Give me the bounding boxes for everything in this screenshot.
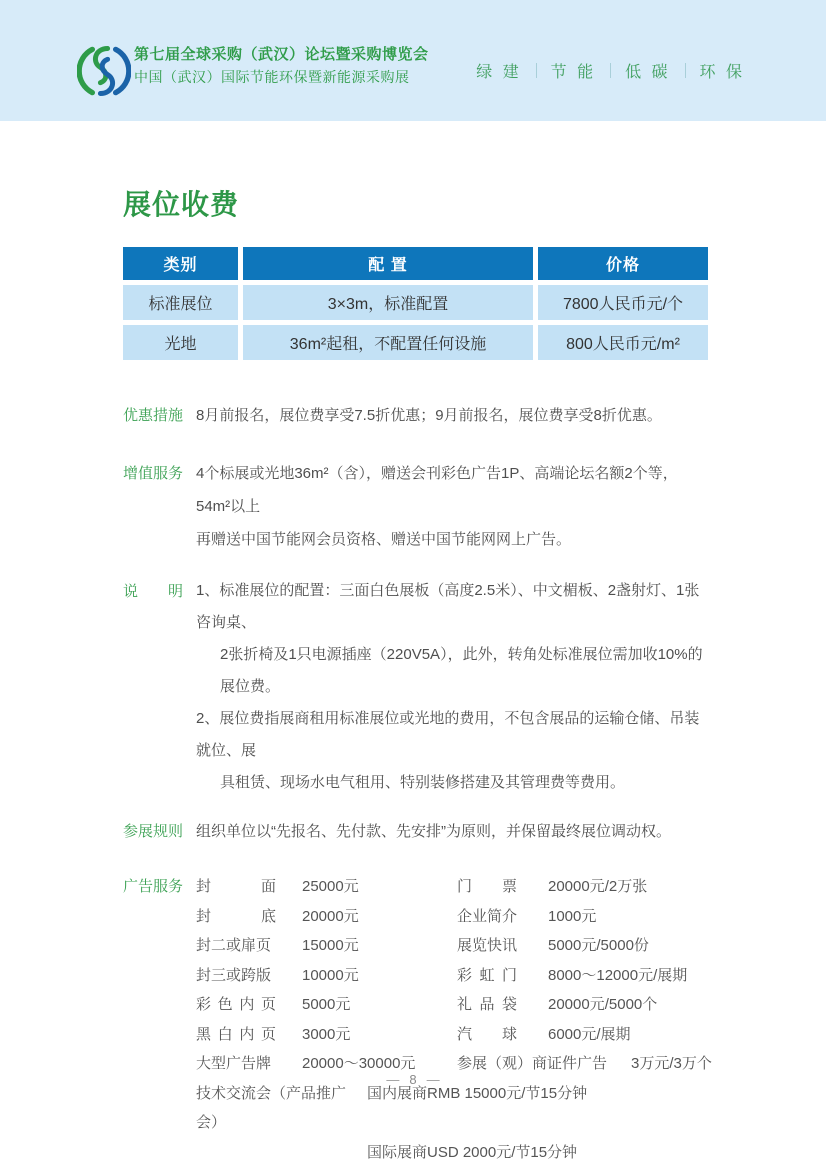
- col-header-configuration: 配 置: [243, 247, 533, 280]
- section-rules-label: 参展规则: [123, 823, 184, 840]
- section-value-added: [123, 457, 708, 556]
- cell-standard-booth-type: 标准展位: [123, 285, 238, 320]
- ad-price: 3万元/3万个: [631, 1055, 712, 1072]
- ad-item-expo-news: 展览快讯: [457, 937, 518, 954]
- cell-raw-space-config: 36m²起租，不配置任何设施: [243, 325, 533, 360]
- ad-item-balloon: 汽球: [457, 1025, 517, 1043]
- ad-price-row: [196, 990, 708, 1020]
- ad-price: 20000元/5000个: [548, 996, 658, 1013]
- nav-divider: [536, 63, 537, 78]
- section-notes-body: [196, 575, 708, 799]
- section-discount-label: 优惠措施: [123, 407, 184, 424]
- page-title: 展位收费: [123, 189, 240, 220]
- cell-standard-booth-config: 3×3m，标准配置: [243, 285, 533, 320]
- page-header: [0, 0, 826, 121]
- info-sections: [123, 399, 712, 1167]
- ad-item-inside-back: 封三或跨版: [196, 966, 272, 984]
- discount-line: 8月前报名，展位费享受7.5折优惠；9月前报名，展位费享受8折优惠。: [196, 407, 662, 424]
- section-discount-body: [196, 399, 708, 432]
- nav-item-energy-saving: 节 能: [550, 64, 597, 81]
- ad-price-row: [196, 931, 708, 961]
- ad-price: 5000元/5000份: [548, 937, 649, 954]
- booth-fee-table: [123, 247, 708, 360]
- ad-price: 3000元: [302, 1025, 351, 1043]
- ad-item-cover: 封面: [196, 878, 276, 895]
- expo-subtitle: 中国（武汉）国际节能环保暨新能源采购展: [134, 69, 410, 85]
- ad-price: 15000元: [302, 937, 359, 954]
- col-header-price: 价格: [538, 247, 708, 280]
- ad-price-domestic: 国内展商RMB 15000元/节15分钟: [367, 1084, 588, 1102]
- nav-item-green-building: 绿 建: [476, 64, 522, 81]
- ad-price: 8000～12000元/展期: [548, 966, 688, 984]
- footer-dash: —: [386, 1072, 400, 1087]
- ad-tech-row: [196, 1138, 708, 1168]
- ad-price: 20000～30000元: [302, 1055, 416, 1072]
- ad-price-international: 国际展商USD 2000元/节15分钟: [367, 1143, 578, 1161]
- ad-item-badge-ad: 参展（观）商证件广告: [457, 1055, 608, 1072]
- note-item-1-line-2: 2张折椅及1只电源插座（220V5A），此外，转角处标准展位需加收10%的展位费。: [220, 646, 703, 695]
- nav-divider: [610, 63, 611, 78]
- ad-price-row: [196, 872, 708, 902]
- value-added-line: 再赠送中国节能网会员资格、赠送中国节能网网上广告。: [196, 531, 572, 548]
- ad-price-row: [196, 961, 708, 991]
- section-value-added-label: 增值服务: [123, 465, 184, 482]
- section-rules: [123, 815, 708, 848]
- cell-standard-booth-price: 7800人民币元/个: [538, 285, 708, 320]
- section-notes: [123, 575, 708, 799]
- page-content: [123, 189, 712, 1167]
- ad-item-gift-bag: 礼品袋: [457, 996, 517, 1013]
- ad-price: 1000元: [548, 907, 597, 925]
- section-ads-body: [196, 872, 712, 1167]
- ad-item-billboard: 大型广告牌: [196, 1055, 272, 1072]
- section-ads-label: 广告服务: [123, 878, 184, 895]
- cell-raw-space-price: 800人民币元/m²: [538, 325, 708, 360]
- note-item-2-line-1: 2、展位费指展商租用标准展位或光地的费用，不包含展品的运输仓储、吊装就位、展: [196, 710, 700, 759]
- rules-line: 组织单位以“先报名、先付款、先安排”为原则，并保留最终展位调动权。: [196, 823, 671, 840]
- section-discount: [123, 399, 708, 432]
- ad-price: 25000元: [302, 878, 359, 895]
- ad-item-inside-front: 封二或扉页: [196, 937, 272, 954]
- ad-price: 10000元: [302, 966, 359, 984]
- section-rules-body: [196, 815, 708, 848]
- section-value-added-body: [196, 457, 708, 556]
- section-notes-label: 说明: [123, 583, 183, 600]
- value-added-line: 4个标展或光地36m²（含），赠送会刊彩色广告1P、高端论坛名额2个等，54m²以上: [196, 465, 678, 515]
- col-header-category: 类别: [123, 247, 238, 280]
- ad-tech-row: [196, 1079, 708, 1138]
- header-titles: [134, 45, 429, 87]
- cell-raw-space-type: 光地: [123, 325, 238, 360]
- ad-item-back-cover: 封底: [196, 907, 276, 925]
- note-item-1-line-1: 1、标准展位的配置：三面白色展板（高度2.5米）、中文楣板、2盏射灯、1张咨询桌、: [196, 582, 700, 631]
- page-number: 8: [409, 1072, 417, 1087]
- footer-dash: —: [426, 1072, 440, 1087]
- nav-item-eco: 环 保: [699, 64, 745, 81]
- ad-price: 6000元/展期: [548, 1025, 631, 1043]
- ad-item-color-page: 彩色内页: [196, 996, 276, 1013]
- expo-title: 第七届全球采购（武汉）论坛暨采购博览会: [134, 46, 429, 63]
- ad-price-row: [196, 1020, 708, 1050]
- header-nav: [476, 59, 745, 82]
- ad-item-ticket: 门票: [457, 878, 517, 895]
- section-ads: [123, 872, 712, 1167]
- ad-price: 20000元/2万张: [548, 878, 648, 895]
- nav-divider: [685, 63, 686, 78]
- page-footer: [0, 1072, 826, 1087]
- ad-price: 20000元: [302, 907, 359, 925]
- nav-item-low-carbon: 低 碳: [625, 64, 671, 81]
- ad-price: 5000元: [302, 996, 351, 1013]
- ad-item-tech-meeting: 技术交流会（产品推广会）: [196, 1084, 347, 1131]
- expo-logo-icon: [77, 41, 131, 101]
- ad-price-row: [196, 902, 708, 932]
- note-item-2-line-2: 具租赁、现场水电气租用、特别装修搭建及其管理费等费用。: [220, 774, 626, 791]
- ad-item-bw-page: 黑白内页: [196, 1025, 276, 1043]
- ad-item-company-profile: 企业简介: [457, 907, 518, 925]
- ad-item-rainbow-gate: 彩虹门: [457, 966, 517, 984]
